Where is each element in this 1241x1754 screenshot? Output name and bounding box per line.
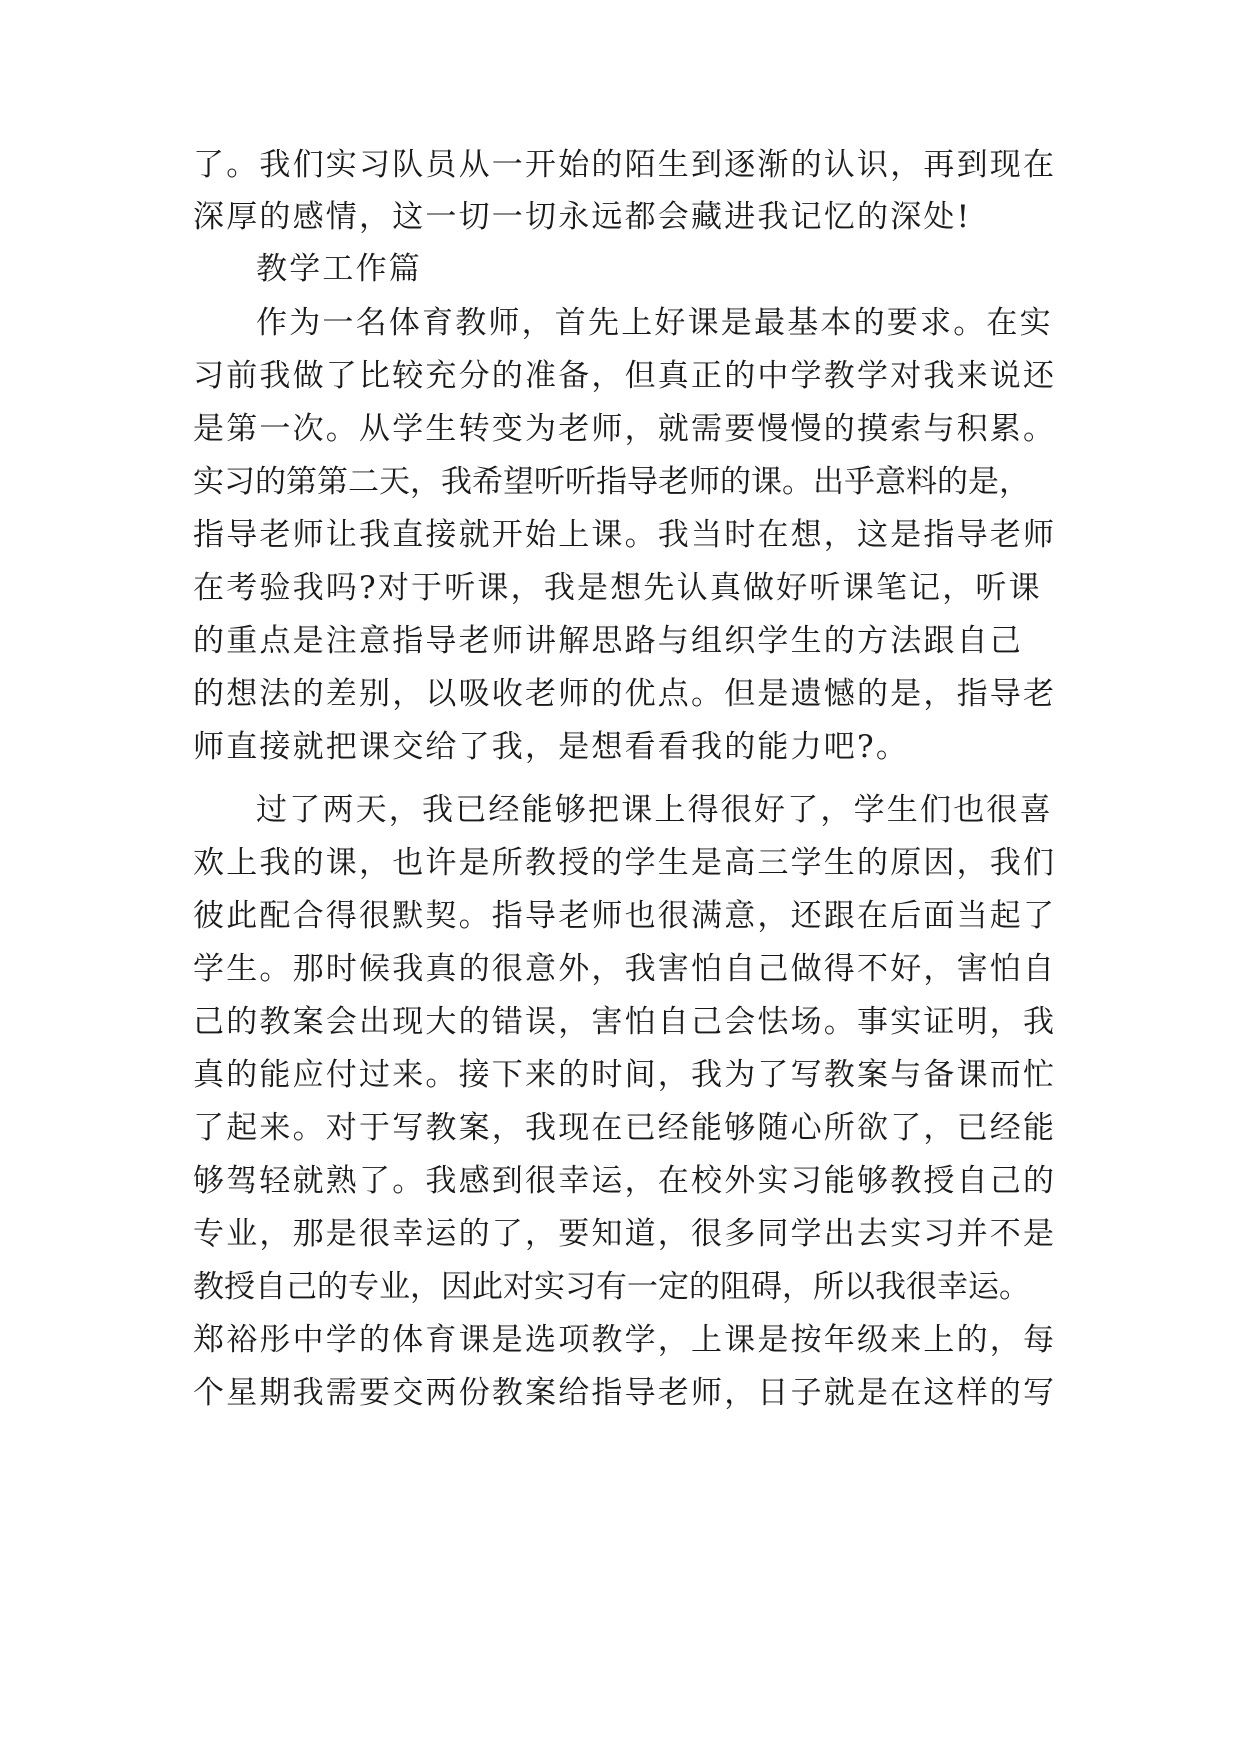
text-line: 实习的第第二天，我希望听听指导老师的课。出乎意料的是， [193, 464, 1030, 500]
text-line: 郑裕彤中学的体育课是选项教学，上课是按年级来上的，每 [193, 1322, 1057, 1358]
text-line: 专业，那是很幸运的了，要知道，很多同学出去实习并不是 [193, 1216, 1057, 1252]
text-line: 够驾轻就熟了。我感到很幸运，在校外实习能够教授自己的 [193, 1163, 1057, 1199]
section-heading: 教学工作篇 [256, 251, 422, 287]
text-line: 指导老师让我直接就开始上课。我当时在想，这是指导老师 [193, 517, 1057, 553]
text-line: 学生。那时候我真的很意外，我害怕自己做得不好，害怕自 [193, 951, 1057, 987]
text-line: 师直接就把课交给了我，是想看看我的能力吧?。 [193, 729, 910, 765]
text-line: 教授自己的专业，因此对实习有一定的阻碍，所以我很幸运。 [193, 1269, 1030, 1305]
text-line: 在考验我吗?对于听课，我是想先认真做好听课笔记，听课 [193, 570, 1042, 606]
text-line: 个星期我需要交两份教案给指导老师，日子就是在这样的写 [193, 1375, 1057, 1411]
text-line: 己的教案会出现大的错误，害怕自己会怯场。事实证明，我 [193, 1004, 1057, 1040]
text-line: 习前我做了比较充分的准备，但真正的中学教学对我来说还 [193, 358, 1057, 394]
text-line: 欢上我的课，也许是所教授的学生是高三学生的原因，我们 [193, 845, 1057, 881]
text-line: 的重点是注意指导老师讲解思路与组织学生的方法跟自己 [193, 623, 1023, 659]
text-line: 过了两天，我已经能够把课上得很好了，学生们也很喜 [256, 792, 1053, 828]
text-line: 了。我们实习队员从一开始的陌生到逐渐的认识，再到现在 [193, 147, 1057, 183]
text-line: 彼此配合得很默契。指导老师也很满意，还跟在后面当起了 [193, 898, 1057, 934]
text-line: 是第一次。从学生转变为老师，就需要慢慢的摸索与积累。 [193, 411, 1057, 447]
text-line: 了起来。对于写教案，我现在已经能够随心所欲了，已经能 [193, 1110, 1057, 1146]
text-line: 作为一名体育教师，首先上好课是最基本的要求。在实 [256, 305, 1053, 341]
text-line: 真的能应付过来。接下来的时间，我为了写教案与备课而忙 [193, 1057, 1057, 1093]
text-line: 深厚的感情，这一切一切永远都会藏进我记忆的深处! [193, 199, 972, 235]
text-line: 的想法的差别，以吸收老师的优点。但是遗憾的是，指导老 [193, 676, 1057, 712]
